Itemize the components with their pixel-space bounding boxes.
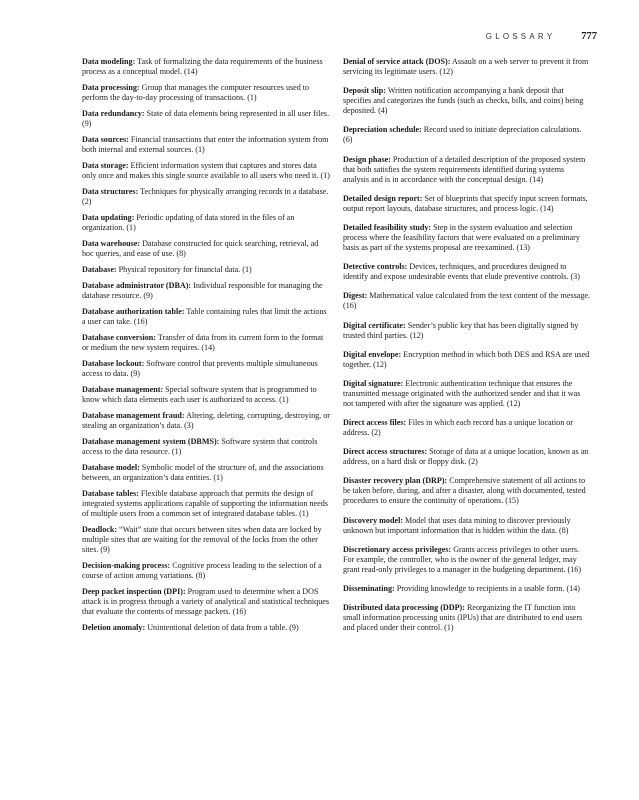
glossary-entry [82, 265, 330, 275]
glossary-entry [82, 83, 330, 103]
glossary-entry [82, 623, 330, 633]
glossary-definition: Devices, techniques, and procedures designed to identify and expose undesirable events that elude preventive controls. (3) [343, 262, 580, 282]
glossary-definition: Physical repository for financial data. (1) [116, 265, 252, 274]
glossary-column-left [82, 57, 330, 639]
glossary-definition: Reorganizing the IT function into small information processing units (IPUs) that are distributed to end users and placed under their control. (1) [343, 603, 583, 633]
glossary-entry [343, 476, 591, 506]
glossary-entry [82, 281, 330, 301]
glossary-definition: Transfer of data from its current form to the format or medium the new system requires. (14) [82, 333, 324, 352]
glossary-term: Data warehouse: [82, 239, 141, 248]
glossary-entry [82, 187, 330, 207]
glossary-entry [343, 321, 591, 341]
glossary-term: Discretionary access privileges: [343, 544, 452, 554]
glossary-term: Direct access structures: [343, 447, 428, 457]
glossary-entry [82, 587, 330, 617]
page-number: 777 [581, 31, 597, 42]
glossary-definition: Written notification accompanying a bank deposit that specifies and categorizes the funds (such as checks, bills, and coins) being deposited. (4) [343, 86, 584, 116]
glossary-definition: Mathematical value calculated from the text content of the message. (16) [343, 291, 590, 311]
glossary-term: Detailed design report: [343, 193, 423, 203]
glossary-column-right [343, 57, 591, 642]
glossary-term: Database model: [82, 463, 140, 472]
glossary-entry [343, 516, 591, 536]
glossary-entry [82, 135, 330, 155]
glossary-term: Database administrator (DBA): [82, 281, 192, 290]
glossary-entry [82, 213, 330, 233]
glossary-term: Database management: [82, 385, 164, 394]
glossary-term: Digest: [343, 291, 368, 301]
glossary-definition: Group that manages the computer resources used to perform the day-to-day processing of transactions. (1) [82, 83, 310, 102]
glossary-definition: Providing knowledge to recipients in a usable form. (14) [394, 584, 580, 593]
glossary-definition: Altering, deleting, corrupting, destroying, or stealing an organization’s data. (3) [82, 411, 330, 430]
glossary-entry [82, 359, 330, 379]
glossary-entry [343, 155, 591, 185]
glossary-definition: Electronic authentication technique that ensures the transmitted message originated with the authorized sender and that it was not tampered with after the signature was applied. (12) [343, 378, 581, 408]
glossary-definition: Comprehensive statement of all actions to be taken before, during, and after a disaster, along with documented, tested procedures to ensure the continuity of operations. (15) [343, 476, 586, 506]
glossary-entry [343, 447, 591, 467]
glossary-definition: Encryption method in which both DES and RSA are used together. (12) [343, 349, 590, 369]
glossary-entry [82, 411, 330, 431]
running-head-title: GLOSSARY [485, 32, 556, 41]
glossary-term: Disaster recovery plan (DRP): [343, 476, 448, 486]
glossary-entry [82, 385, 330, 405]
glossary-term: Database management system (DBMS): [82, 437, 220, 446]
glossary-definition: Flexible database approach that permits the design of integrated systems applications capable of supporting the information needs of multiple users from a common set of integrated database tables. (1) [82, 489, 328, 518]
glossary-term: Database management fraud: [82, 411, 185, 420]
glossary-entry [82, 57, 330, 77]
glossary-definition: Software control that prevents multiple simultaneous access to data. (9) [82, 359, 318, 378]
glossary-definition: Software system that controls access to the data resource. (1) [82, 437, 318, 456]
glossary-definition: Special software system that is programmed to know which data elements each user is authorized to access. (1) [82, 385, 317, 404]
glossary-term: Deadlock: [82, 525, 118, 534]
glossary-entry [82, 239, 330, 259]
glossary-entry [343, 379, 591, 409]
glossary-entry [343, 223, 591, 253]
glossary-entry [82, 109, 330, 129]
glossary-definition: Sender’s public key that has been digitally signed by trusted third parties. (12) [343, 320, 579, 340]
glossary-entry [82, 561, 330, 581]
glossary-term: Denial of service attack (DOS): [343, 57, 451, 66]
glossary-definition: Production of a detailed description of the proposed system that both satisfies the system requirements identified during systems analysis and is in accordance with the conceptual design. (14) [343, 154, 586, 184]
glossary-term: Detective controls: [343, 262, 408, 272]
glossary-entry [343, 57, 591, 77]
glossary-term: Database lockout: [82, 359, 145, 368]
glossary-entry [82, 161, 330, 181]
glossary-definition: Task of formalizing the data requirements of the business process as a conceptual model. (14) [82, 57, 323, 76]
glossary-entry [82, 437, 330, 457]
glossary-entry [343, 262, 591, 282]
glossary-entry [343, 545, 591, 575]
glossary-definition: Files in which each record has a unique location or address. (2) [343, 418, 574, 438]
glossary-term: Deletion anomaly: [82, 623, 146, 632]
glossary-entry [343, 584, 591, 594]
glossary-term: Data modeling: [82, 57, 136, 66]
glossary-term: Database tables: [82, 489, 139, 498]
glossary-entry [82, 307, 330, 327]
glossary-entry [343, 86, 591, 116]
glossary-term: Data structures: [82, 187, 139, 196]
glossary-entry [343, 350, 591, 370]
glossary-definition: Grants access privileges to other users. For example, the controller, who is the owner of the general ledger, may grant read-only privileges to a manager in the budgeting department. (16) [343, 544, 582, 574]
glossary-term: Deep packet inspection (DPI): [82, 587, 186, 596]
glossary-term: Data storage: [82, 161, 129, 170]
glossary-definition: Record used to initiate depreciation calculations. (6) [343, 125, 582, 145]
glossary-definition: Set of blueprints that specify input screen formats, output report layouts, database structures, and process logic. (14) [343, 193, 588, 213]
glossary-term: Data processing: [82, 83, 140, 92]
glossary-term: Deposit slip: [343, 86, 386, 96]
glossary-definition: Assault on a web server to prevent it from servicing its legitimate users. (12) [343, 57, 589, 76]
glossary-term: Disseminating: [343, 584, 395, 593]
glossary-definition: “Wait” state that occurs between sites when data are locked by multiple sites that are waiting for the removal of the locks from the other sites. (9) [82, 525, 322, 554]
glossary-term: Database conversion: [82, 333, 156, 342]
glossary-term: Digital envelope: [343, 349, 402, 359]
glossary-term: Digital certificate: [343, 320, 406, 330]
glossary-term: Data redundancy: [82, 109, 145, 118]
glossary-definition: Storage of data at a unique location, known as an address, on a hard disk or floppy disk. (2) [343, 447, 589, 467]
glossary-term: Discovery model: [343, 515, 404, 525]
page-header [486, 31, 597, 42]
glossary-term: Digital signature: [343, 378, 404, 388]
glossary-definition: Cognitive process leading to the selection of a course of action among variations. (8) [82, 561, 322, 580]
glossary-definition: Unintentional deletion of data from a table. (9) [145, 623, 299, 632]
glossary-term: Database: [82, 265, 117, 274]
glossary-entry [343, 418, 591, 438]
glossary-definition: Individual responsible for managing the database resource. (9) [82, 281, 323, 300]
glossary-definition: State of data elements being represented in all user files. (9) [82, 109, 330, 128]
glossary-entry [343, 125, 591, 145]
glossary-term: Data sources: [82, 135, 129, 144]
glossary-definition: Periodic updating of data stored in the files of an organization. (1) [82, 213, 295, 232]
glossary-entry [343, 603, 591, 633]
glossary-term: Depreciation schedule: [343, 125, 422, 135]
glossary-definition: Techniques for physically arranging records in a database. (2) [82, 187, 329, 206]
glossary-definition: Model that uses data mining to discover previously unknown but important information that is hidden within the data. (8) [343, 515, 571, 535]
glossary-term: Distributed data processing (DDP): [343, 603, 465, 613]
glossary-definition: Table containing rules that limit the actions a user can take. (16) [82, 307, 327, 326]
glossary-entry [82, 525, 330, 555]
glossary-term: Decision-making process: [82, 561, 171, 570]
glossary-definition: Step in the system evaluation and selection process where the feasibility factors that were evaluated on a preliminary basis as part of the systems proposal are reexamined. (13) [343, 222, 580, 252]
glossary-entry [82, 489, 330, 519]
glossary-entry [343, 291, 591, 311]
glossary-definition: Database constructed for quick searching, retrieval, ad hoc queries, and ease of use. (8) [82, 239, 319, 258]
glossary-entry [82, 333, 330, 353]
glossary-definition: Program used to determine when a DOS attack is in progress through a variety of analytical and statistical techniques that evaluate the contents of message packets. (16) [82, 587, 330, 616]
glossary-term: Data updating: [82, 213, 135, 222]
glossary-definition: Efficient information system that captures and stores data only once and makes this single source available to all users who need it. (1) [82, 161, 330, 180]
glossary-definition: Financial transactions that enter the information system from both internal and external sources. (1) [82, 135, 329, 154]
glossary-entry [82, 463, 330, 483]
glossary-term: Design phase: [343, 154, 391, 164]
glossary-definition: Symbolic model of the structure of, and the associations between, an organization’s data entities. (1) [82, 463, 324, 482]
glossary-term: Direct access files: [343, 418, 407, 428]
glossary-term: Database authorization table: [82, 307, 185, 316]
glossary-term: Detailed feasibility study: [343, 222, 432, 232]
glossary-entry [343, 194, 591, 214]
